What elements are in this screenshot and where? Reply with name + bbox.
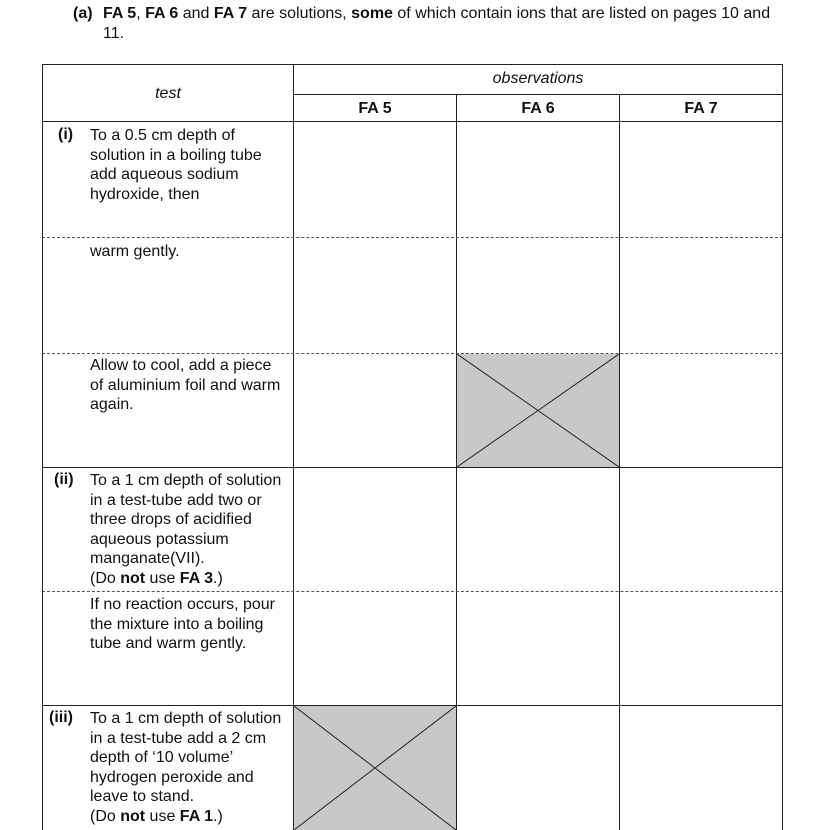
- part-label-i: (i): [58, 126, 74, 143]
- test-ii-note: (Do not use FA 3.): [90, 569, 223, 587]
- question-text: FA 5, FA 6 and FA 7 are solutions, some of which contain ions that are listed on pages 10 and 11.: [103, 5, 771, 42]
- test-iii-note: (Do not use FA 1.): [90, 807, 223, 825]
- part-label-iii: (iii): [49, 709, 73, 726]
- column-header-fa6: FA 6: [521, 100, 555, 117]
- test-i-step-naoh: To a 0.5 cm depth of solution in a boiling tube add aqueous sodium hydroxide, then: [90, 127, 262, 203]
- test-i-step-warm: warm gently.: [90, 243, 180, 260]
- test-ii-step-manganate: To a 1 cm depth of solution in a test-tube add two or three drops of acidified aqueous potassium manganate(VII). (Do not use FA 3.): [90, 471, 290, 589]
- test-ii-step-warm: If no reaction occurs, pour the mixture into a boiling tube and warm gently.: [90, 596, 275, 653]
- part-label-ii: (ii): [54, 471, 74, 488]
- test-column-header: test: [155, 85, 181, 102]
- column-header-fa5: FA 5: [358, 100, 392, 117]
- question-label: (a): [73, 5, 93, 22]
- observations-header: observations: [492, 70, 584, 87]
- crossed-out-cell-fa6-foil: [457, 354, 619, 467]
- crossed-out-cell-fa5-peroxide: [294, 706, 456, 830]
- test-iii-step-peroxide: To a 1 cm depth of solution in a test-tube add a 2 cm depth of ‘10 volume’ hydrogen peroxide and leave to stand. (Do not use FA 1.): [90, 709, 290, 827]
- test-i-step-aluminium: Allow to cool, add a piece of aluminium foil and warm again.: [90, 357, 281, 414]
- column-header-fa7: FA 7: [684, 100, 718, 117]
